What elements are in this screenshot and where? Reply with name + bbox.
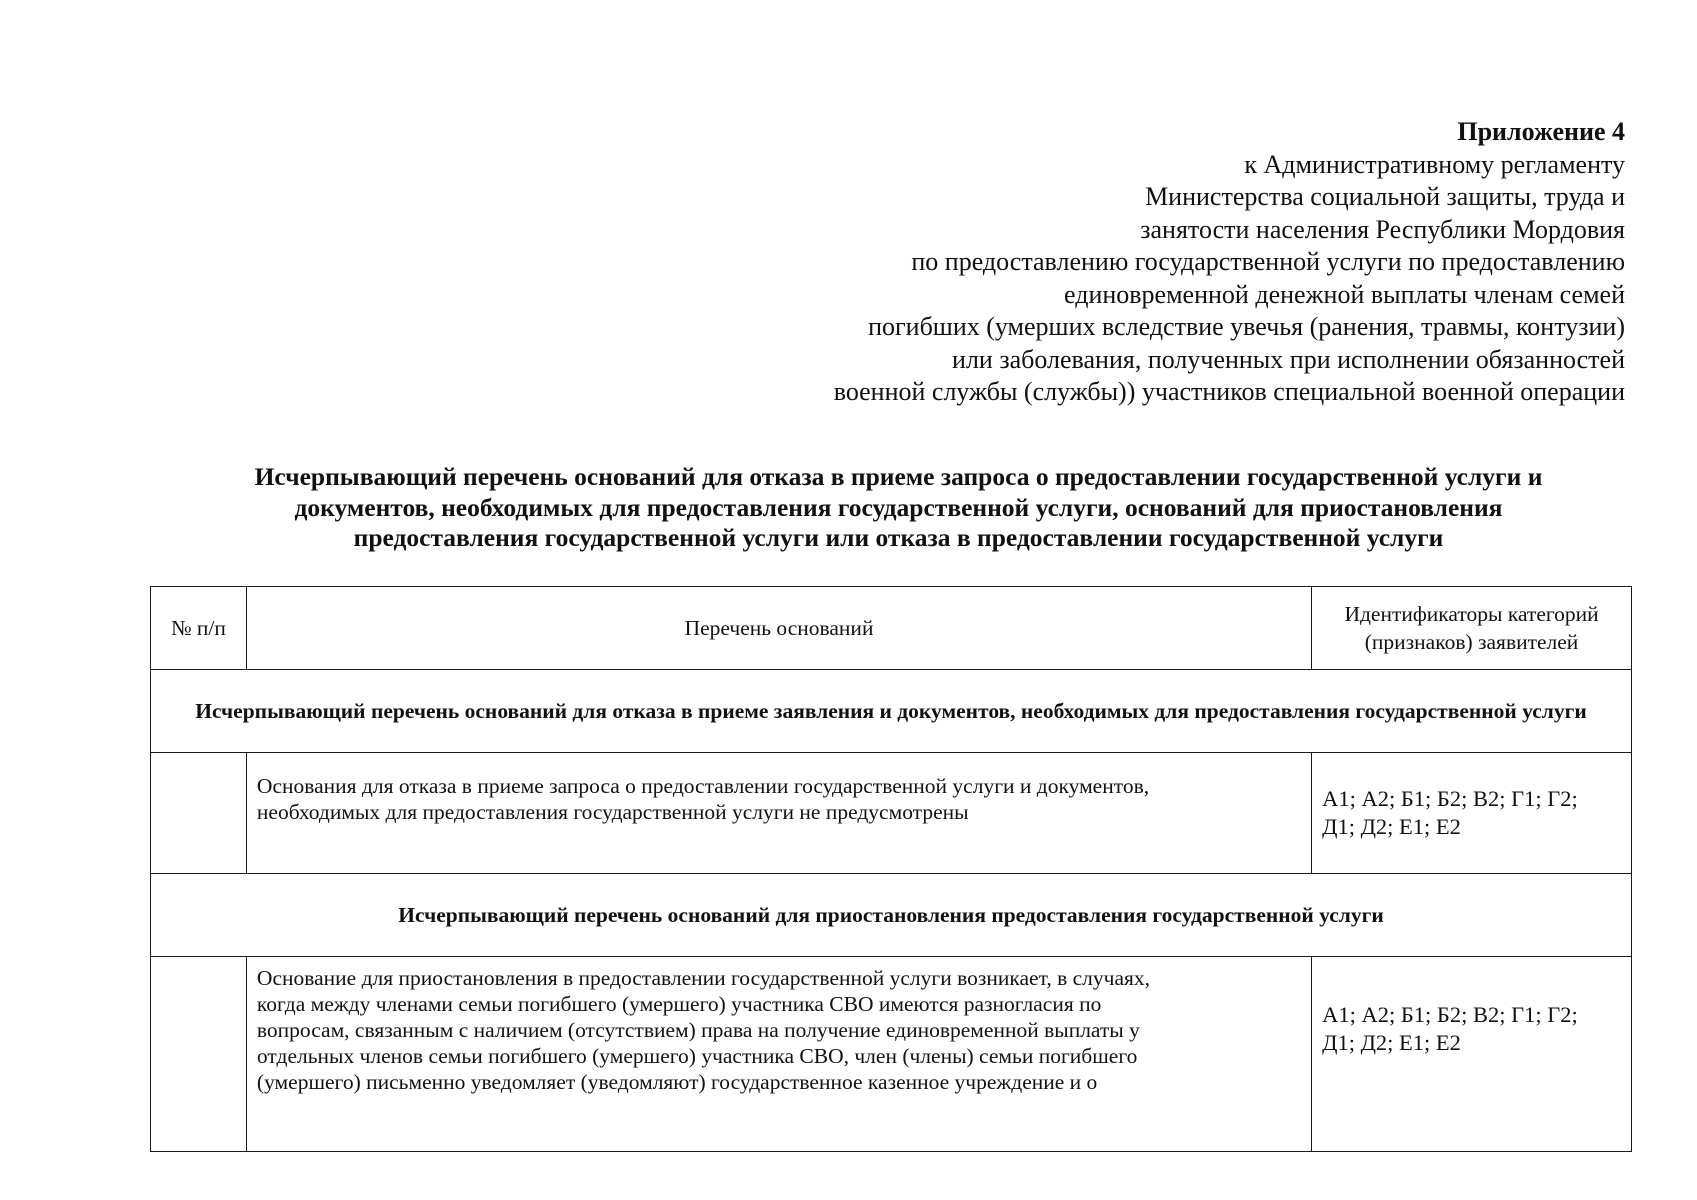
- section-row: [151, 874, 1632, 957]
- header-reasons: Перечень оснований: [246, 587, 1311, 670]
- table-header-row: [151, 587, 1632, 670]
- header-identifiers: Идентификаторы категорий (признаков) заявителей: [1312, 587, 1632, 670]
- row-reason: [246, 957, 1311, 1152]
- reason-line: вопросам, связанным с наличием (отсутствием) права на получение единовременной выплаты у: [256, 1018, 1140, 1042]
- row-identifiers: [1312, 753, 1632, 874]
- appendix-line: погибших (умерших вследствие увечья (ранения, травмы, контузии): [868, 312, 1625, 341]
- appendix-line: занятости населения Республики Мордовия: [1140, 214, 1625, 244]
- ids-line: А1; А2; Б1; Б2; В2; Г1; Г2;: [1322, 786, 1578, 811]
- appendix-line: единовременной денежной выплаты членам семей: [1064, 279, 1625, 309]
- row-identifiers: [1312, 957, 1632, 1152]
- ids-line: Д1; Д2; Е1; Е2: [1322, 1030, 1461, 1055]
- appendix-line: к Административному регламенту: [1244, 149, 1625, 179]
- document-title: [100, 462, 1697, 554]
- reason-line: (умершего) письменно уведомляет (уведомляют) государственное казенное учреждение и о: [256, 1070, 1098, 1094]
- header-number: № п/п: [151, 587, 247, 670]
- table-row: [151, 753, 1632, 874]
- section-row: [151, 670, 1632, 753]
- reason-line: необходимых для предоставления государственной услуги не предусмотрены: [256, 800, 969, 824]
- document-title-line: предоставления государственной услуги или отказа в предоставлении государственной услуги: [353, 523, 1444, 552]
- row-number: [151, 957, 247, 1152]
- appendix-line: военной службы (службы)) участников специальной военной операции: [833, 377, 1625, 406]
- grounds-table: [150, 586, 1632, 1152]
- reason-line: Основания для отказа в приеме запроса о предоставлении государственной услуги и документов,: [256, 774, 1150, 798]
- appendix-line: или заболевания, полученных при исполнении обязанностей: [952, 344, 1625, 374]
- appendix-line: по предоставлению государственной услуги по предоставлению: [911, 247, 1625, 276]
- document-title-line: документов, необходимых для предоставления государственной услуги, оснований для приостановления: [294, 492, 1503, 522]
- section-title: Исчерпывающий перечень оснований для приостановления предоставления государственной услуги: [151, 874, 1632, 957]
- section-title: Исчерпывающий перечень оснований для отказа в приеме заявления и документов, необходимых для предоставления государственной услуги: [151, 670, 1632, 753]
- appendix-header: [725, 116, 1625, 409]
- reason-line: отдельных членов семьи погибшего (умершего) участника СВО, член (члены) семьи погибшего: [256, 1044, 1138, 1068]
- appendix-line: Министерства социальной защиты, труда и: [1145, 182, 1625, 211]
- document-title-line: Исчерпывающий перечень оснований для отказа в приеме запроса о предоставлении государственной услуги и: [254, 462, 1543, 491]
- reason-line: Основание для приостановления в предоставлении государственной услуги возникает, в случаях,: [256, 966, 1151, 990]
- row-number: [151, 753, 247, 874]
- appendix-title: Приложение 4: [1457, 117, 1625, 146]
- ids-line: А1; А2; Б1; Б2; В2; Г1; Г2;: [1322, 1002, 1578, 1027]
- ids-line: Д1; Д2; Е1; Е2: [1322, 814, 1461, 839]
- reason-line: когда между членами семьи погибшего (умершего) участника СВО имеются разногласия по: [256, 992, 1102, 1016]
- table-row: [151, 957, 1632, 1152]
- row-reason: [246, 753, 1311, 874]
